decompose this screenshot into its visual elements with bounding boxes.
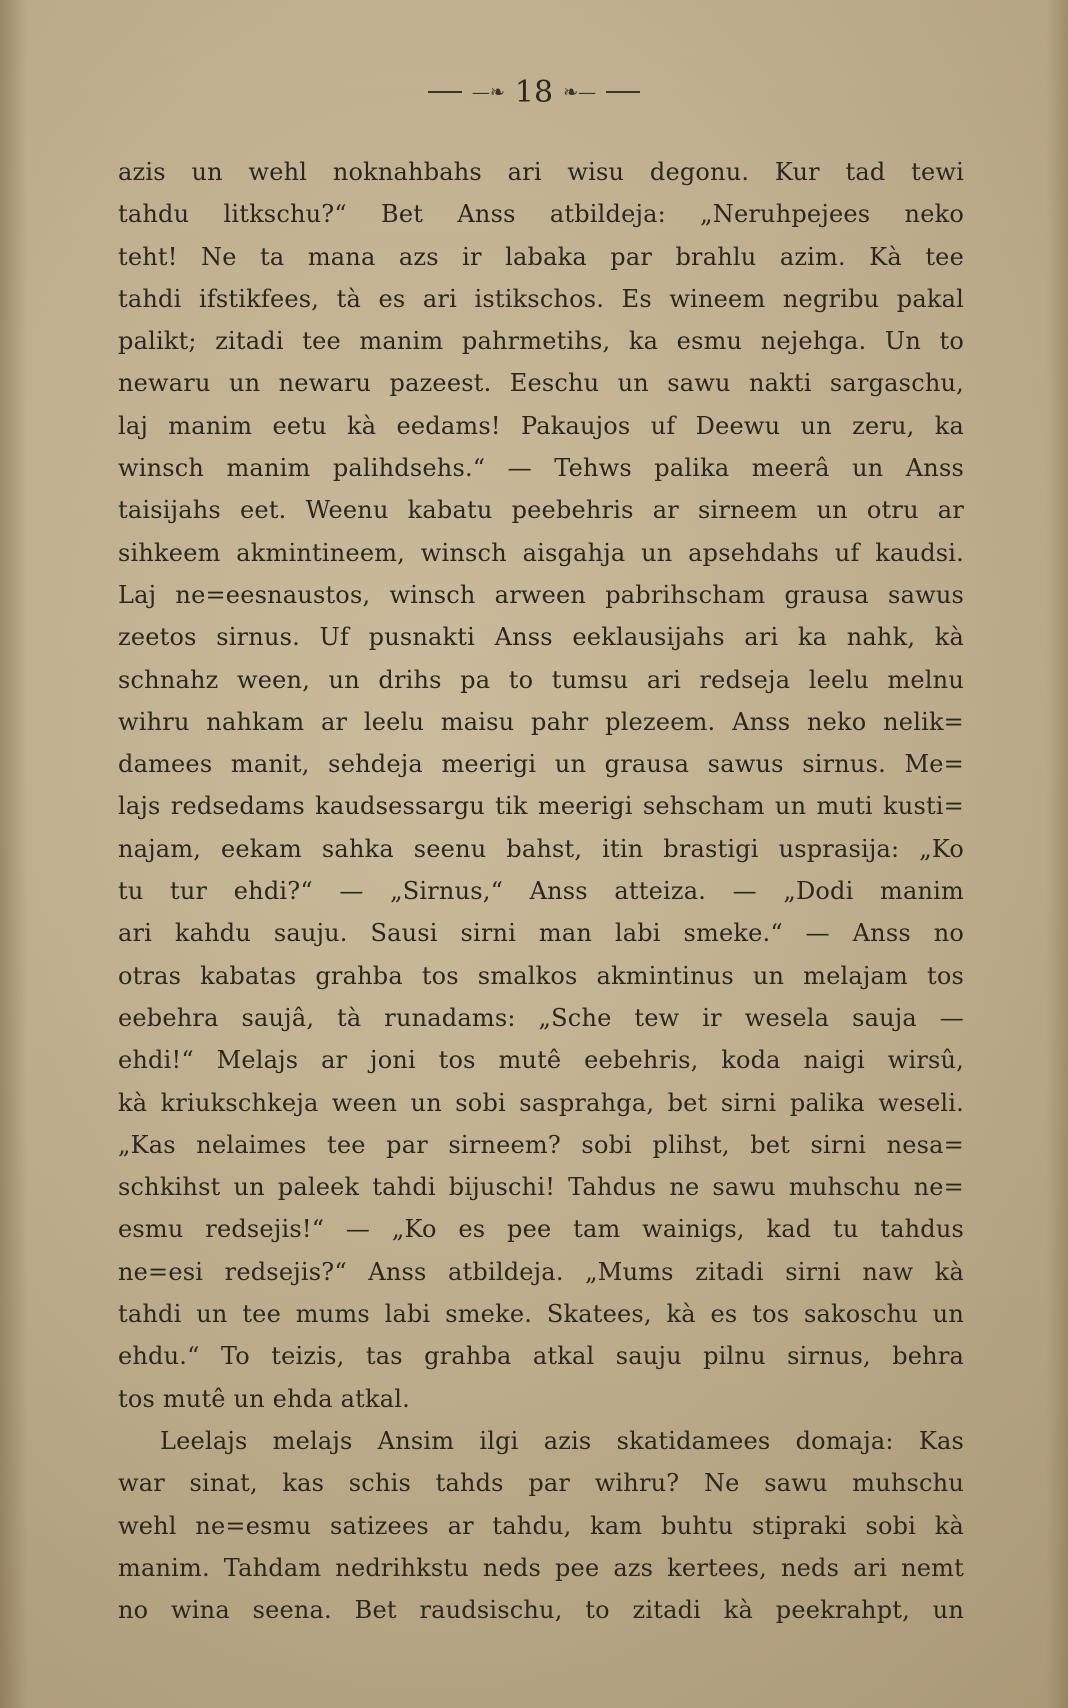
- text-line: taisijahs eet. Weenu kabatu peebehris ar sirneem un otru ar: [118, 496, 964, 525]
- text-line: laj manim eetu kà eedams! Pakaujos uf Deewu un zeru, ka: [118, 411, 964, 440]
- text-line: wihru nahkam ar leelu maisu pahr plezeem. Anss neko nelik=: [118, 707, 964, 736]
- ornament-left: —❧: [471, 81, 505, 103]
- text-line-paragraph-start: Leelajs melajs Ansim ilgi azis skatidamees domaja: Kas: [160, 1426, 964, 1455]
- page-header: [0, 72, 1068, 112]
- text-line: sihkeem akmintineem, winsch aisgahja un apsehdahs uf kaudsi.: [118, 538, 964, 567]
- text-line-paragraph-end: tos mutê un ehda atkal.: [118, 1384, 410, 1413]
- text-line: ehdu.“ To teizis, tas grahba atkal sauju pilnu sirnus, behra: [118, 1342, 964, 1371]
- text-line: war sinat, kas schis tahds par wihru? Ne sawu muhschu: [118, 1469, 964, 1498]
- text-line: eebehra saujâ, tà runadams: „Sche tew ir wesela sauja —: [118, 1003, 964, 1032]
- text-line: „Kas nelaimes tee par sirneem? sobi plihst, bet sirni nesa=: [118, 1130, 964, 1159]
- body-text: [118, 151, 964, 1631]
- text-line: ehdi!“ Melajs ar joni tos mutê eebehris, koda naigi wirsû,: [118, 1046, 964, 1075]
- text-line: damees manit, sehdeja meerigi un grausa sawus sirnus. Me=: [118, 750, 964, 779]
- text-line: winsch manim palihdsehs.“ — Tehws palika meerâ un Anss: [118, 454, 964, 483]
- text-line: schkihst un paleek tahdi bijuschi! Tahdus ne sawu muhschu ne=: [118, 1173, 964, 1202]
- text-line: azis un wehl noknahbahs ari wisu degonu. Kur tad tewi: [118, 158, 964, 186]
- text-line: tu tur ehdi?“ — „Sirnus,“ Anss atteiza. — „Dodi manim: [118, 877, 964, 906]
- text-line: Laj ne=eesnaustos, winsch arween pabrihscham grausa sawus: [118, 580, 964, 609]
- text-line: newaru un newaru pazeest. Eeschu un sawu nakti sargaschu,: [118, 369, 964, 398]
- header-rule-left: [428, 91, 462, 93]
- header-rule-right: [606, 91, 640, 93]
- text-line: schnahz ween, un drihs pa to tumsu ari redseja leelu melnu: [118, 665, 964, 694]
- text-line: kà kriukschkeja ween un sobi sasprahga, bet sirni palika weseli.: [118, 1088, 964, 1117]
- ornament-right: ❧—: [563, 81, 597, 103]
- text-line: tahdu litkschu?“ Bet Anss atbildeja: „Neruhpejees neko: [118, 200, 964, 229]
- text-line: ne=esi redsejis?“ Anss atbildeja. „Mums zitadi sirni naw kà: [118, 1257, 964, 1286]
- text-line: no wina seena. Bet raudsischu, to zitadi kà peekrahpt, un: [118, 1596, 964, 1625]
- text-line: palikt; zitadi tee manim pahrmetihs, ka esmu nejehga. Un to: [118, 327, 964, 356]
- text-line: zeetos sirnus. Uf pusnakti Anss eeklausijahs ari ka nahk, kà: [118, 623, 964, 652]
- page-number: 18: [514, 74, 554, 110]
- text-line: najam, eekam sahka seenu bahst, itin brastigi usprasija: „Ko: [118, 834, 964, 863]
- text-line: wehl ne=esmu satizees ar tahdu, kam buhtu stipraki sobi kà: [118, 1511, 964, 1540]
- text-line: ari kahdu sauju. Sausi sirni man labi smeke.“ — Anss no: [118, 919, 964, 948]
- text-line: otras kabatas grahba tos smalkos akmintinus un melajam tos: [118, 961, 964, 990]
- text-line: esmu redsejis!“ — „Ko es pee tam wainigs, kad tu tahdus: [118, 1215, 964, 1244]
- text-line: tahdi un tee mums labi smeke. Skatees, kà es tos sakoschu un: [118, 1300, 964, 1329]
- text-line: lajs redsedams kaudsessargu tik meerigi sehscham un muti kusti=: [118, 792, 964, 821]
- text-line: teht! Ne ta mana azs ir labaka par brahlu azim. Kà tee: [118, 242, 964, 271]
- text-line: manim. Tahdam nedrihkstu neds pee azs kertees, neds ari nemt: [118, 1553, 964, 1582]
- text-line: tahdi ifstikfees, tà es ari istikschos. Es wineem negribu pakal: [118, 284, 964, 313]
